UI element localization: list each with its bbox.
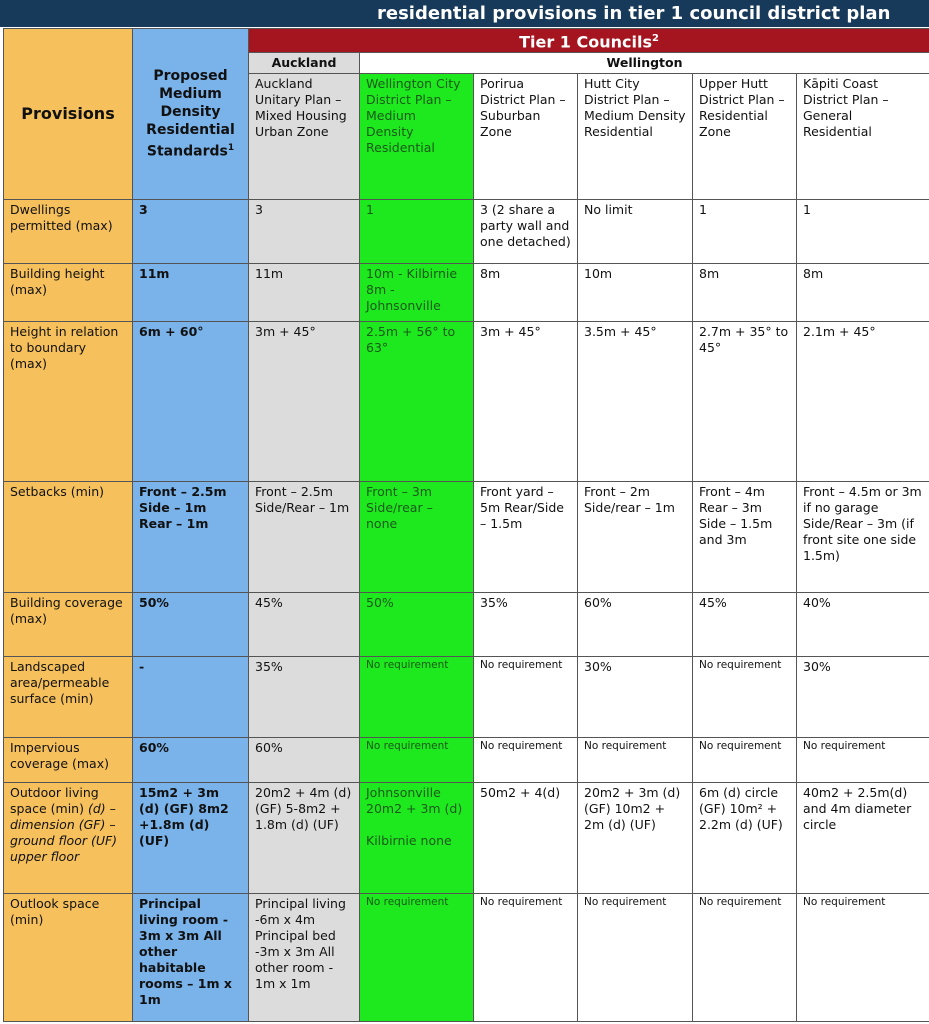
wcc-cell: No requirement — [360, 894, 474, 1022]
tier-footnote: 2 — [652, 33, 659, 44]
mdrs-footnote: 1 — [227, 143, 235, 154]
akl-cell: 3m + 45° — [249, 322, 360, 482]
kapiti-cell: 40m2 + 2.5m(d) and 4m diameter circle — [797, 783, 929, 894]
wcc-cell: 2.5m + 56° to 63° — [360, 322, 474, 482]
table-row — [4, 657, 929, 738]
hutt-cell: 3.5m + 45° — [578, 322, 693, 482]
table-row — [4, 322, 929, 482]
wcc-kilbirnie: Kilbirnie none — [366, 833, 452, 849]
akl-cell: 3 — [249, 200, 360, 264]
upper-plan-header: Upper Hutt District Plan – Residential Zone — [693, 74, 797, 200]
row-label-text: Outdoor living space (min) — [10, 785, 99, 817]
table-row — [4, 738, 929, 783]
hutt-cell: No requirement — [578, 894, 693, 1022]
mdrs-cell: 60% — [133, 738, 249, 783]
porirua-cell: No requirement — [474, 738, 578, 783]
upper-cell: 2.7m + 35° to 45° — [693, 322, 797, 482]
wcc-cell: No requirement — [360, 657, 474, 738]
porirua-cell: 3 (2 share a party wall and one detached) — [474, 200, 578, 264]
porirua-cell: No requirement — [474, 894, 578, 1022]
wcc-cell: Front – 3m Side/rear – none — [360, 482, 474, 593]
wcc-cell: No requirement — [360, 738, 474, 783]
porirua-cell: 50m2 + 4(d) — [474, 783, 578, 894]
porirua-cell: 35% — [474, 593, 578, 657]
kapiti-cell: 40% — [797, 593, 929, 657]
akl-cell: 11m — [249, 264, 360, 322]
row-label — [4, 783, 133, 894]
akl-cell: 35% — [249, 657, 360, 738]
row-label: Setbacks (min) — [4, 482, 133, 593]
mdrs-cell: 11m — [133, 264, 249, 322]
wcc-cell: 1 — [360, 200, 474, 264]
page-banner — [0, 0, 929, 27]
table-row — [4, 894, 929, 1022]
hutt-cell: 20m2 + 3m (d) (GF) 10m2 + 2m (d) (UF) — [578, 783, 693, 894]
hutt-cell: Front – 2m Side/rear – 1m — [578, 482, 693, 593]
row-label: Landscaped area/permeable surface (min) — [4, 657, 133, 738]
wcc-cell: 10m - Kilbirnie 8m - Johnsonville — [360, 264, 474, 322]
table-row — [4, 200, 929, 264]
wellington-group-header: Wellington — [360, 53, 929, 74]
upper-cell: 45% — [693, 593, 797, 657]
upper-cell: No requirement — [693, 657, 797, 738]
banner-title: residential provisions in tier 1 council district plan — [377, 3, 891, 24]
provisions-header: Provisions — [4, 29, 133, 200]
upper-cell: 8m — [693, 264, 797, 322]
wcc-plan-header: Wellington City District Plan – Medium Density Residential — [360, 74, 474, 200]
table-row — [4, 593, 929, 657]
kapiti-cell: 1 — [797, 200, 929, 264]
table-row — [4, 783, 929, 894]
upper-cell: 6m (d) circle (GF) 10m² + 2.2m (d) (UF) — [693, 783, 797, 894]
hutt-cell: No requirement — [578, 738, 693, 783]
upper-cell: 1 — [693, 200, 797, 264]
upper-cell: No requirement — [693, 894, 797, 1022]
table-row — [4, 482, 929, 593]
mdrs-header-text: Proposed Medium Density Residential Standards — [146, 68, 235, 160]
mdrs-cell: 15m2 + 3m (d) (GF) 8m2 +1.8m (d) (UF) — [133, 783, 249, 894]
akl-cell: 60% — [249, 738, 360, 783]
row-label-note: (d) – dimension (GF) – ground floor (UF) upper floor — [10, 801, 118, 865]
kapiti-cell: No requirement — [797, 738, 929, 783]
kapiti-cell: No requirement — [797, 894, 929, 1022]
upper-cell: No requirement — [693, 738, 797, 783]
akl-cell: 20m2 + 4m (d) (GF) 5-8m2 + 1.8m (d) (UF) — [249, 783, 360, 894]
auckland-group-header: Auckland — [249, 53, 360, 74]
wcc-johnsonville: Johnsonville 20m2 + 3m (d) — [366, 785, 463, 817]
wcc-cell: 50% — [360, 593, 474, 657]
mdrs-cell: Front – 2.5m Side – 1m Rear – 1m — [133, 482, 249, 593]
row-label: Outlook space (min) — [4, 894, 133, 1022]
akl-cell: Principal living -6m x 4m Principal bed -3m x 3m All other room - 1m x 1m — [249, 894, 360, 1022]
tier-row — [4, 29, 929, 53]
tier-header — [249, 29, 929, 53]
porirua-cell: 3m + 45° — [474, 322, 578, 482]
hutt-cell: No limit — [578, 200, 693, 264]
upper-cell: Front – 4m Rear – 3m Side – 1.5m and 3m — [693, 482, 797, 593]
row-label: Building height (max) — [4, 264, 133, 322]
mdrs-cell: 3 — [133, 200, 249, 264]
tier-title: Tier 1 Councils — [519, 32, 652, 52]
porirua-plan-header: Porirua District Plan – Suburban Zone — [474, 74, 578, 200]
hutt-cell: 60% — [578, 593, 693, 657]
hutt-cell: 30% — [578, 657, 693, 738]
akl-cell: Front – 2.5m Side/Rear – 1m — [249, 482, 360, 593]
mdrs-cell: 50% — [133, 593, 249, 657]
mdrs-cell: Principal living room - 3m x 3m All other habitable rooms – 1m x 1m — [133, 894, 249, 1022]
hutt-cell: 10m — [578, 264, 693, 322]
mdrs-cell: 6m + 60° — [133, 322, 249, 482]
table-row — [4, 264, 929, 322]
hutt-plan-header: Hutt City District Plan – Medium Density Residential — [578, 74, 693, 200]
akl-plan-header: Auckland Unitary Plan – Mixed Housing Urban Zone — [249, 74, 360, 200]
kapiti-cell: Front – 4.5m or 3m if no garage Side/Rear – 3m (if front site one side 1.5m) — [797, 482, 929, 593]
row-label: Dwellings permitted (max) — [4, 200, 133, 264]
row-label: Building coverage (max) — [4, 593, 133, 657]
porirua-cell: Front yard – 5m Rear/Side – 1.5m — [474, 482, 578, 593]
row-label: Height in relation to boundary (max) — [4, 322, 133, 482]
porirua-cell: No requirement — [474, 657, 578, 738]
kapiti-cell: 30% — [797, 657, 929, 738]
kapiti-cell: 2.1m + 45° — [797, 322, 929, 482]
provisions-table — [3, 28, 929, 1022]
mdrs-header — [133, 29, 249, 200]
mdrs-cell: - — [133, 657, 249, 738]
row-label: Impervious coverage (max) — [4, 738, 133, 783]
akl-cell: 45% — [249, 593, 360, 657]
kapiti-cell: 8m — [797, 264, 929, 322]
kapiti-plan-header: Kāpiti Coast District Plan – General Residential — [797, 74, 929, 200]
porirua-cell: 8m — [474, 264, 578, 322]
wcc-cell — [360, 783, 474, 894]
